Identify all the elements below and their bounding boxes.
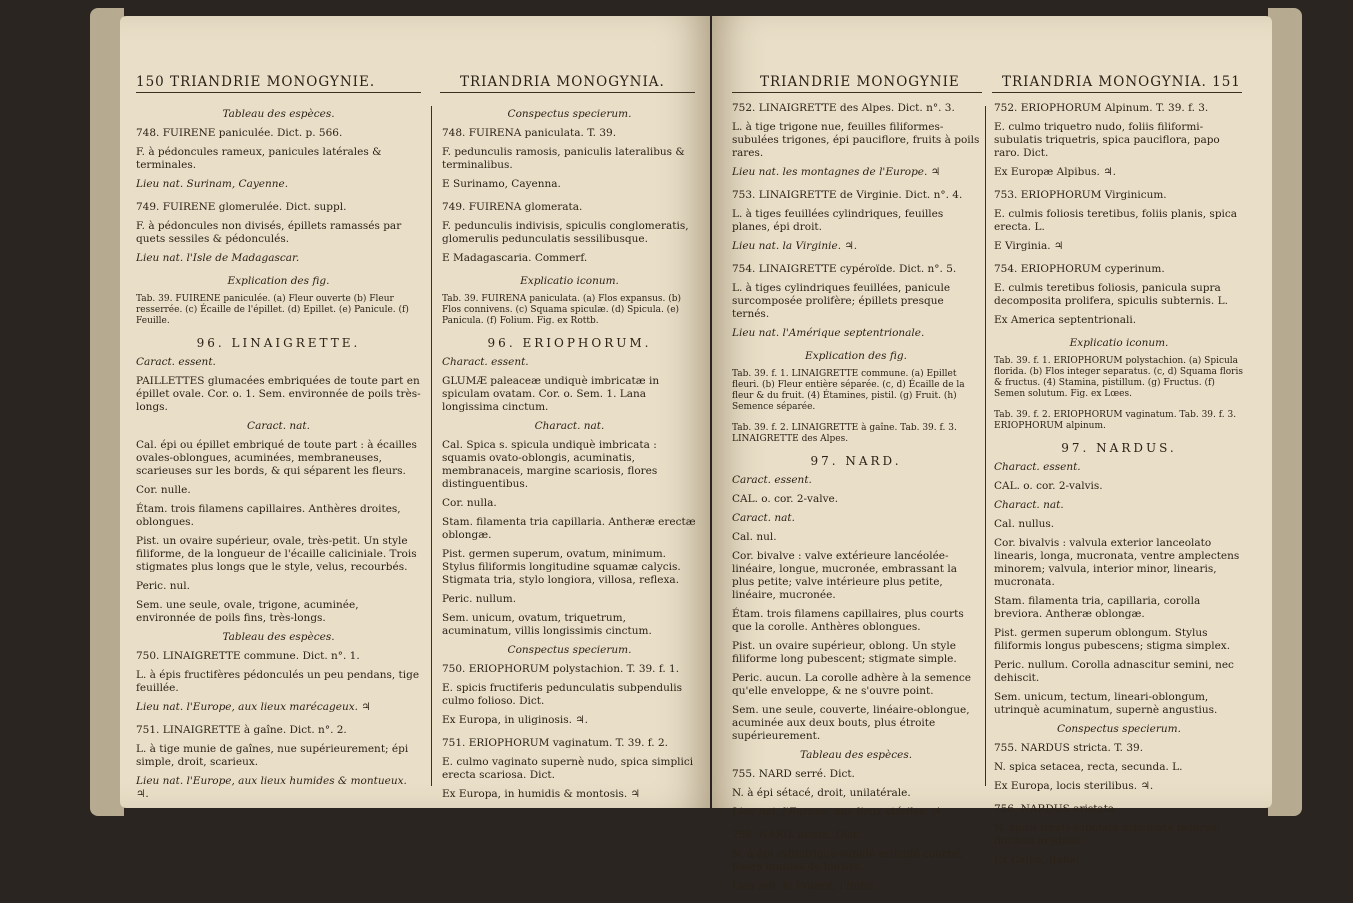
description-line: Peric. nullum. <box>442 593 517 605</box>
left-running-head-fr: 150 TRIANDRIE MONOGYNIE. <box>136 74 376 90</box>
species-entry: 752. LINAIGRETTE des Alpes. Dict. n°. 3. L. à tige trigone nue, feuilles filiformes-subulées trigones, épi pauciflore, fruits à poils rares. Lieu nat. les montagnes de l'Europe. ♃ <box>732 102 980 178</box>
description-line: Étam. trois filamens capillaires. Anthères droites, oblongues. <box>136 503 401 528</box>
description-line: Peric. nul. <box>136 580 190 592</box>
caract-text: PAILLETTES glumacées embriquées de toute part en épillet ovale. Cor. o. 1. Sem. environnée de poils très-longs. <box>136 375 421 413</box>
left-running-head-la: TRIANDRIA MONOGYNIA. <box>460 74 665 90</box>
species-entry: 754. ERIOPHORUM cyperinum. E. culmis teretibus foliosis, panicula supra decomposita prolifera, spiculis subternis. L. Ex America septentrionali. <box>994 263 1228 326</box>
species-entry: 754. LINAIGRETTE cypéroïde. Dict. n°. 5. L. à tiges cylindriques feuillées, panicule surcomposée prolifère; épillets presque ternés. Lieu nat. l'Amérique septentrionale. <box>732 263 957 339</box>
section-heading: Explicatio iconum. <box>520 275 619 287</box>
description-line: Étam. trois filamens capillaires, plus courts que la corolle. Anthères oblongues. <box>732 608 964 633</box>
figure-explanation: Tab. 39. FUIRENA paniculata. (a) Flos expansus. (b) Flos connivens. (c) Squama spiculæ. (d) Spicula. (e) Panicula. (f) Folium. Fig. ex Rottb. <box>442 294 682 326</box>
caract-text: CAL. o. cor. 2-valvis. <box>994 480 1103 492</box>
section-heading: Explicatio iconum. <box>1069 337 1169 349</box>
description-line: Cor. bivalve : valve extérieure lancéolée-linéaire, longue, mucronée, embrassant la plus petite; valve intérieure plus petite, linéaire, mucronée. <box>732 550 957 601</box>
description-line: Stam. filamenta tria capillaria. Antheræ erectæ oblongæ. <box>442 516 696 541</box>
description-line: Sem. une seule, ovale, trigone, acuminée, environnée de poils fins, très-longs. <box>136 599 359 624</box>
left-latin-column <box>442 102 697 811</box>
description-line: Cal. Spica s. spicula undiquè imbricata : squamis ovato-oblongis, acuminatis, membranaceis, margine scariosis, flores distinguentibus. <box>442 439 658 490</box>
species-entry: 756. NARD. aristé. Dict. N. à épi cylindrique-subulé articulé courbé, fleurs munies de barbes. Lieu nat. la France, l'Italie. <box>732 829 964 892</box>
description-line: Pist. un ovaire supérieur, ovale, très-petit. Un style filiforme, de la longueur de l'écaille caliciniale. Trois stigmates plus longs que le style, velus, recourbés. <box>136 535 417 573</box>
caract-label: Caract. nat. <box>732 512 795 524</box>
species-entry: 750. LINAIGRETTE commune. Dict. n°. 1. L. à épis fructifères pédonculés un peu pendans, tige feuillée. Lieu nat. l'Europe, aux lieux marécageux. ♃ <box>136 650 420 713</box>
header-rule <box>992 92 1242 93</box>
section-heading: Caract. nat. <box>247 420 310 432</box>
figure-explanation: Tab. 39. f. 1. ERIOPHORUM polystachion. (a) Spicula florida. (b) Flos integer separatus. (c, d) Squama floris & fructus. (4) Stamina, pistillum. (g) Fructus. (f) Semen solutum. Fig. ex Lœes. <box>994 356 1243 399</box>
section-heading: Tableau des espèces. <box>799 749 913 761</box>
description-line: Cal. nullus. <box>994 518 1055 530</box>
header-rule <box>732 92 982 93</box>
species-entry: 749. FUIRENA glomerata. F. pedunculis indivisis, spiculis conglomeratis, glomerulis pedunculatis sessilibusque. E Madagascaria. Commerf. <box>442 201 689 264</box>
left-page-edge <box>90 8 124 816</box>
caract-label: Caract. essent. <box>732 474 812 486</box>
genus-title: 97. NARDUS. <box>1061 441 1177 455</box>
figure-explanation: Tab. 39. f. 2. ERIOPHORUM vaginatum. Tab. 39. f. 3. ERIOPHORUM alpinum. <box>994 410 1237 431</box>
species-entry: 753. ERIOPHORUM Virginicum. E. culmis foliosis teretibus, foliis planis, spica erecta. L. E Virginia. ♃ <box>994 189 1238 252</box>
description-line: Stam. filamenta tria, capillaria, corolla breviora. Antheræ oblongæ. <box>994 595 1201 620</box>
species-entry: 749. FUIRENE glomerulée. Dict. suppl. F. à pédoncules non divisés, épillets ramassés par quets sessiles & pédonculés. Lieu nat. l'Isle de Madagascar. <box>136 201 402 264</box>
caract-label: Charact. essent. <box>994 461 1081 473</box>
description-line: Cor. nulle. <box>136 484 191 496</box>
caract-text: GLUMÆ paleaceæ undiquè imbricatæ in spiculam ovatam. Cor. o. Sem. 1. Lana longissima cinctum. <box>442 375 660 413</box>
description-line: Peric. nullum. Corolla adnascitur semini, nec dehiscit. <box>994 659 1234 684</box>
description-line: Cal. nul. <box>732 531 777 543</box>
right-latin-column <box>994 102 1244 877</box>
description-line: Pist. un ovaire supérieur, oblong. Un style filiforme long pubescent; stigmate simple. <box>732 640 957 665</box>
species-entry: 753. LINAIGRETTE de Virginie. Dict. n°. 4. L. à tiges feuillées cylindriques, feuilles planes, épi droit. Lieu nat. la Virginie. ♃. <box>732 189 963 252</box>
species-entry: 756. NARDUS aristata. N. spica tereti-subulata articulata incurva; floribus aristatis. Ex Gallia, Italia. <box>994 803 1221 866</box>
right-french-column <box>732 102 980 903</box>
description-line: Pist. germen superum oblongum. Stylus filiformis longus pubescens; stigma simplex. <box>994 627 1231 652</box>
column-divider <box>431 106 432 786</box>
species-entry: 755. NARDUS stricta. T. 39. N. spica setacea, recta, secunda. L. Ex Europa, locis sterilibus. ♃. <box>994 742 1183 792</box>
species-entry: 751. ERIOPHORUM vaginatum. T. 39. f. 2. E. culmo vaginato supernè nudo, spica simplici erecta scariosa. Dict. Ex Europa, in humidis & montosis. ♃ <box>442 737 694 800</box>
open-book <box>30 8 1330 892</box>
description-line: Cor. nulla. <box>442 497 497 509</box>
description-line: Pist. germen superum, ovatum, minimum. Stylus filiformis longitudine squamæ calycis. Stigmata tria, stylo longiora, villosa, reflexa. <box>442 548 681 586</box>
figure-explanation: Tab. 39. FUIRENE paniculée. (a) Fleur ouverte (b) Fleur resserrée. (c) Écaille de l'épillet. (d) Epillet. (e) Panicule. (f) Feuille. <box>136 294 409 326</box>
section-heading: Conspectus specierum. <box>507 108 632 120</box>
description-line: Sem. unicum, tectum, lineari-oblongum, utrinquè acuminatum, supernè angustius. <box>994 691 1218 716</box>
header-rule <box>440 92 695 93</box>
section-heading: Charact. nat. <box>534 420 605 432</box>
description-line: Peric. aucun. La corolle adhère à la semence qu'elle enveloppe, & ne s'ouvre point. <box>732 672 971 697</box>
species-entry: 751. LINAIGRETTE à gaîne. Dict. n°. 2. L. à tige munie de gaînes, nue supérieurement; épi simple, droit, scarieux. Lieu nat. l'Europe, aux lieux humides & montueux. ♃. <box>136 724 409 800</box>
column-divider <box>985 106 986 786</box>
description-line: Sem. unicum, ovatum, triquetrum, acuminatum, villis longissimis cinctum. <box>442 612 652 637</box>
caract-label: Charact. essent. <box>442 356 529 368</box>
species-entry: 748. FUIRENA paniculata. T. 39. F. pedunculis ramosis, paniculis lateralibus & terminalibus. E Surinamo, Cayenna. <box>442 127 685 190</box>
section-heading: Conspectus specierum. <box>507 644 632 656</box>
description-line: Cal. épi ou épillet embriqué de toute part : à écailles ovales-oblongues, acuminées, membraneuses, scarieuses sur les bords, & qui séparent les fleurs. <box>136 439 417 477</box>
right-running-head-la: TRIANDRIA MONOGYNIA. 151 <box>1002 74 1241 90</box>
section-heading: Tableau des espèces. <box>222 631 335 643</box>
left-french-column <box>136 102 421 811</box>
genus-title: 97. NARD. <box>810 454 902 468</box>
caract-label: Charact. nat. <box>994 499 1064 511</box>
figure-explanation: Tab. 39. f. 1. LINAIGRETTE commune. (a) Epillet fleuri. (b) Fleur entière séparée. (c, d) Écaille de la fleur & du fruit. (4) Étamines, pistil. (g) Fruit. (h) Semence séparée. <box>732 369 965 412</box>
genus-title: 96. LINAIGRETTE. <box>196 336 361 350</box>
section-heading: Explication des fig. <box>227 275 330 287</box>
description-line: Cor. bivalvis : valvula exterior lanceolato linearis, longa, mucronata, ventre amplectens minorem; valvula, interior minor, linearis, mucronata. <box>994 537 1240 588</box>
right-page-edge <box>1268 8 1302 816</box>
species-entry: 748. FUIRENE paniculée. Dict. p. 566. F. à pédoncules rameux, panicules latérales & terminales. Lieu nat. Surinam, Cayenne. <box>136 127 382 190</box>
section-heading: Tableau des espèces. <box>222 108 335 120</box>
section-heading: Explication des fig. <box>805 350 907 362</box>
caract-label: Caract. essent. <box>136 356 216 368</box>
right-page <box>712 16 1272 892</box>
header-rule <box>136 92 421 93</box>
caract-text: CAL. o. cor. 2-valve. <box>732 493 839 505</box>
species-entry: 755. NARD serré. Dict. N. à épi sétacé, droit, unilatérale. Lieu nat. l'Europe, aux lieux stériles. ♃ <box>732 768 941 818</box>
genus-title: 96. ERIOPHORUM. <box>487 336 652 350</box>
species-entry: 750. ERIOPHORUM polystachion. T. 39. f. 1. E. spicis fructiferis pedunculatis subpendulis culmo folioso. Dict. Ex Europa, in uliginosis. ♃. <box>442 663 683 726</box>
left-page <box>120 16 710 808</box>
species-entry: 752. ERIOPHORUM Alpinum. T. 39. f. 3. E. culmo triquetro nudo, foliis filiformi-subulatis triquetris, spica pauciflora, papo raro. Dict. Ex Europæ Alpibus. ♃. <box>994 102 1220 178</box>
right-running-head-fr: TRIANDRIE MONOGYNIE <box>760 74 960 90</box>
figure-explanation: Tab. 39. f. 2. LINAIGRETTE à gaîne. Tab. 39. f. 3. LINAIGRETTE des Alpes. <box>732 423 957 444</box>
section-heading: Conspectus specierum. <box>1057 723 1181 735</box>
description-line: Sem. une seule, couverte, linéaire-oblongue, acuminée aux deux bouts, plus étroite supérieurement. <box>732 704 970 742</box>
